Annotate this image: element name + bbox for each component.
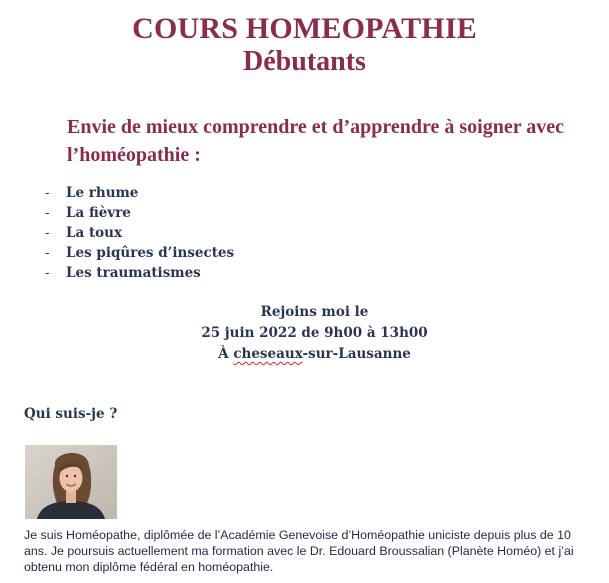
about-heading: Qui suis-je ? [24, 406, 118, 422]
topic-list [45, 183, 234, 283]
portrait-photo [25, 445, 117, 519]
bio-paragraph: Je suis Homéopathe, diplômée de l’Académie Genevoise d’Homéopathie uniciste depuis plus de 10 ans. Je poursuis actuellement ma formation avec le Dr. Edouard Broussalian (Planète Homéo) et j’ai obtenu mon diplôme fédéral en homéopathie. [24, 528, 574, 574]
list-item: - Le rhume [45, 185, 139, 201]
event-invite: Rejoins moi le [260, 304, 369, 320]
list-item: - La fièvre [45, 205, 131, 221]
list-item: - Les piqûres d’insectes [45, 245, 235, 261]
page-title: COURS HOMEOPATHIE [132, 12, 477, 45]
list-item: - Les traumatismes [45, 265, 201, 281]
list-item: - La toux [45, 225, 123, 241]
event-date: 25 juin 2022 de 9h00 à 13h00 [201, 325, 428, 341]
event-location: À cheseaux-sur-Lausanne [218, 346, 411, 362]
page-subtitle: Débutants [243, 46, 366, 77]
intro-heading: Envie de mieux comprendre et d’apprendre à soigner avec l’homéopathie : [67, 116, 565, 166]
misspelled-word: cheseaux [233, 346, 303, 362]
